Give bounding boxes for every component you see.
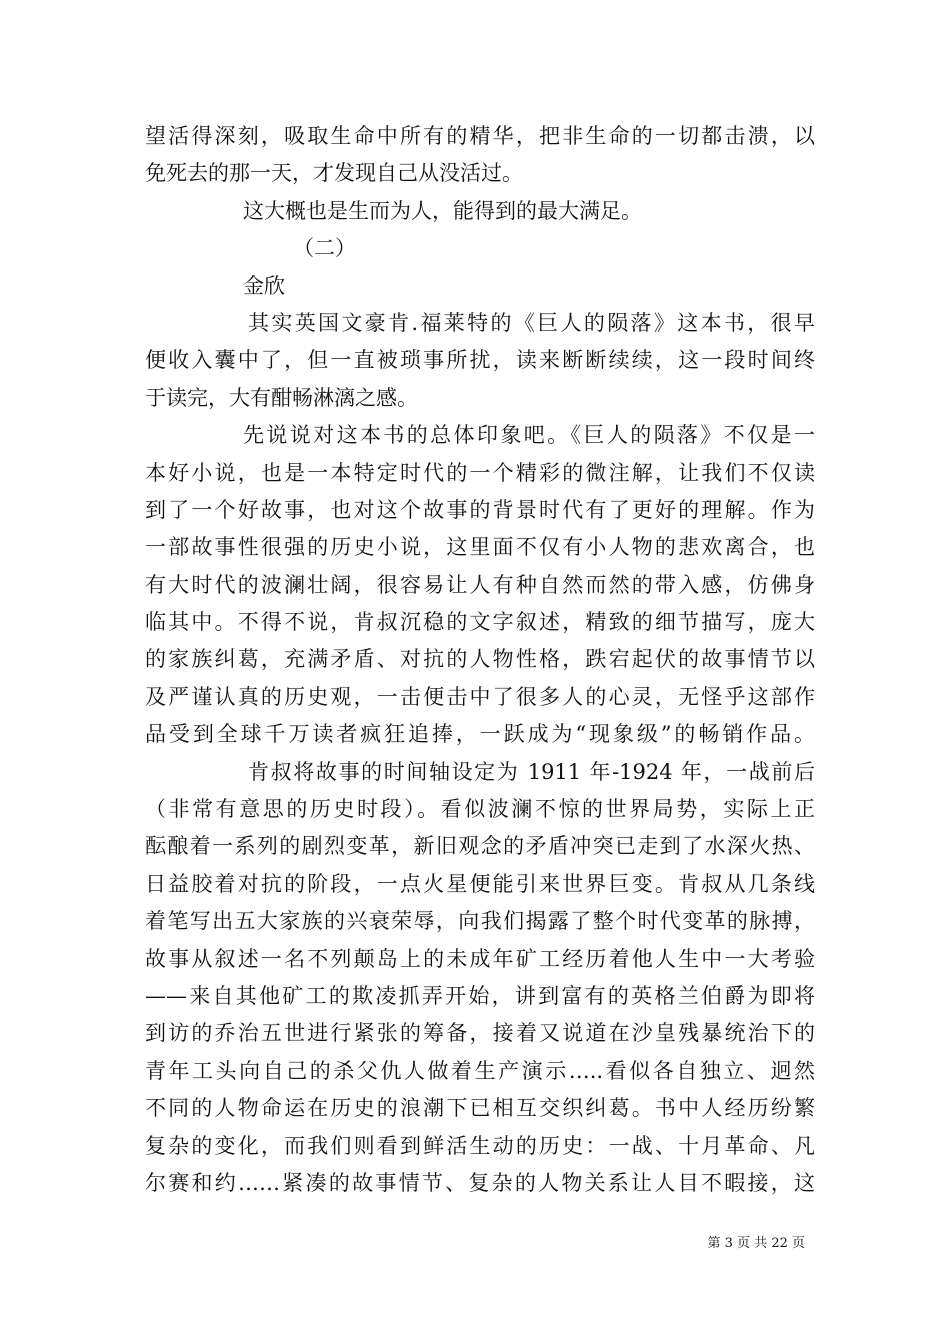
text-line: 便收入囊中了，但一直被琐事所扰，读来断断续续，这一段时间终 [145, 348, 815, 373]
text-line: 日益胶着对抗的阶段，一点火星便能引来世界巨变。肯叔从几条线 [145, 871, 815, 896]
text-line: 到访的乔治五世进行紧张的筹备，接着又说道在沙皇残暴统治下的 [145, 1021, 815, 1046]
text-line: 有大时代的波澜壮阔，很容易让人有种自然而然的带入感，仿佛身 [145, 572, 815, 597]
text-line: 青年工头向自己的杀父仇人做着生产演示…..看似各自独立、迥然 [145, 1058, 815, 1083]
text-line: 先说说对这本书的总体印象吧。《巨人的陨落》不仅是一 [243, 423, 815, 448]
text-line: 到了一个好故事，也对这个故事的背景时代有了更好的理解。作为 [145, 497, 815, 522]
text-line: ——来自其他矿工的欺凌抓弄开始，讲到富有的英格兰伯爵为即将 [145, 983, 815, 1008]
text-line: 不同的人物命运在历史的浪潮下已相互交织纠葛。书中人经历纷繁 [145, 1096, 815, 1121]
text-line: 金欣 [243, 273, 285, 298]
text-line: 尔赛和约……紧凑的故事情节、复杂的人物关系让人目不暇接，这 [145, 1170, 815, 1195]
text-line: 着笔写出五大家族的兴衰荣辱，向我们揭露了整个时代变革的脉搏， [145, 909, 815, 934]
text-line: 望活得深刻，吸取生命中所有的精华，把非生命的一切都击溃，以 [145, 124, 815, 148]
text-line: 故事从叙述一名不列颠岛上的未成年矿工经历着他人生中一大考验 [145, 946, 815, 971]
text-line: 复杂的变化，而我们则看到鲜活生动的历史：一战、十月革命、凡 [145, 1133, 815, 1158]
text-line: 免死去的那一天，才发现自己从没活过。 [145, 161, 523, 186]
text-line: 肯叔将故事的时间轴设定为 1911 年-1924 年，一战前后 [248, 759, 815, 784]
text-line: 本好小说，也是一本特定时代的一个精彩的微注解，让我们不仅读 [145, 460, 815, 485]
text-line: 这大概也是生而为人，能得到的最大满足。 [243, 198, 642, 223]
text-line: 一部故事性很强的历史小说，这里面不仅有小人物的悲欢离合，也 [145, 535, 815, 560]
text-line: 及严谨认真的历史观，一击便击中了很多人的心灵，无怪乎这部作 [145, 684, 815, 709]
page-number: 第 3 页 共 22 页 [707, 1236, 805, 1251]
text-line: 酝酿着一系列的剧烈变革，新旧观念的矛盾冲突已走到了水深火热、 [145, 834, 815, 859]
text-line: 品受到全球千万读者疯狂追捧，一跃成为“现象级”的畅销作品。 [145, 722, 815, 747]
text-line: （非常有意思的历史时段）。看似波澜不惊的世界局势，实际上正 [145, 797, 815, 822]
text-line: 其实英国文豪肯.福莱特的《巨人的陨落》这本书，很早 [248, 310, 815, 335]
text-line: 于读完，大有酣畅淋漓之感。 [145, 385, 418, 410]
text-line: 的家族纠葛，充满矛盾、对抗的人物性格，跌宕起伏的故事情节以 [145, 647, 815, 672]
body-text [145, 118, 815, 1202]
text-line: （二） [293, 236, 356, 261]
text-line: 临其中。不得不说，肯叔沉稳的文字叙述，精致的细节描写，庞大 [145, 610, 815, 635]
